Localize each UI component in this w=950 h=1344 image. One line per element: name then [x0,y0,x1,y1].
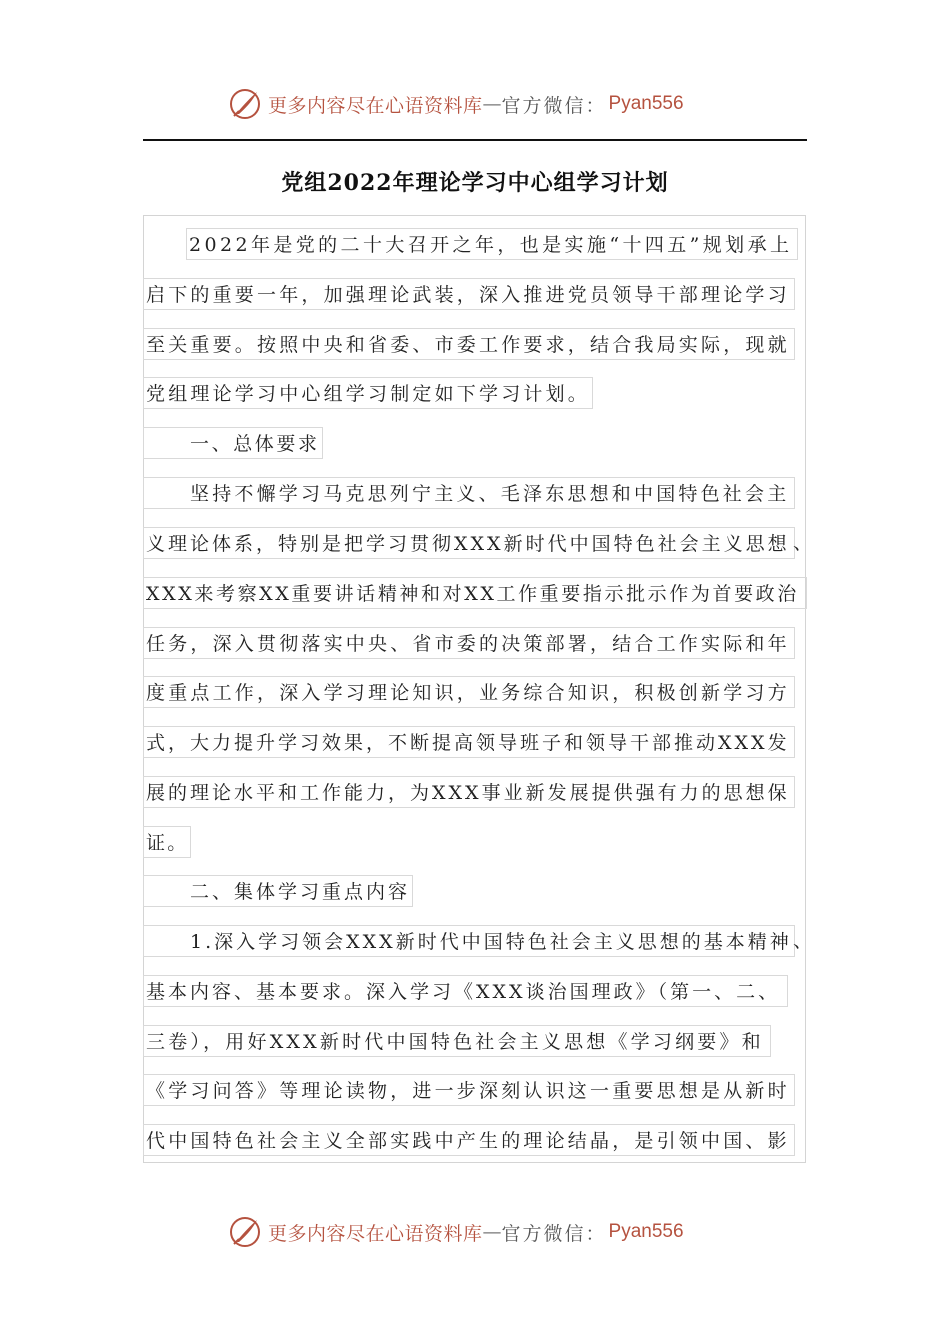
header-watermark-banner [0,84,950,124]
body-line: 度重点工作，深入学习理论知识，业务综合知识，积极创新学习方 [143,676,795,708]
header-divider [143,139,807,141]
body-line: 三卷），用好XXX新时代中国特色社会主义思想《学习纲要》和 [143,1025,771,1057]
watermark-wechat-label: 官方微信： [501,94,607,117]
body-line: 启下的重要一年，加强理论武装，深入推进党员领导干部理论学习 [143,278,795,310]
body-line: 党组理论学习中心组学习制定如下学习计划。 [143,377,593,409]
body-line: XXX来考察XX重要讲话精神和对XX工作重要指示批示作为首要政治 [143,577,807,609]
body-line: 展的理论水平和工作能力，为XXX事业新发展提供强有力的思想保 [143,776,795,808]
body-line: 义理论体系，特别是把学习贯彻XXX新时代中国特色社会主义思想 [143,527,795,559]
body-line: 证。 [143,826,191,858]
watermark-site-text: 更多内容尽在心语资料库 [268,94,483,117]
body-line: 任务，深入贯彻落实中央、省市委的决策部署，结合工作实际和年 [143,627,795,659]
quill-logo-icon [228,87,262,121]
watermark-wechat-id: Pyan556 [608,93,684,114]
watermark-wechat-label: 官方微信： [501,1222,607,1245]
overflow-punctuation: 、 [793,532,816,554]
watermark-dash: — [482,93,502,115]
footer-watermark-banner [0,1212,950,1252]
watermark-dash: — [482,1221,502,1243]
body-line: 至关重要。按照中央和省委、市委工作要求，结合我局实际，现就 [143,328,795,360]
body-line: 2022年是党的二十大召开之年，也是实施“十四五”规划承上 [186,228,798,260]
body-line: 代中国特色社会主义全部实践中产生的理论结晶，是引领中国、影 [143,1124,795,1156]
body-line: 基本内容、基本要求。深入学习《XXX谈治国理政》（第一、二、 [143,975,788,1007]
watermark-wechat-id: Pyan556 [608,1221,684,1242]
body-line: 1.深入学习领会XXX新时代中国特色社会主义思想的基本精神 [143,925,795,957]
overflow-punctuation: 、 [793,930,816,952]
quill-logo-icon [228,1215,262,1249]
section-heading: 一、总体要求 [143,427,323,459]
body-line: 坚持不懈学习马克思列宁主义、毛泽东思想和中国特色社会主 [143,477,795,509]
section-heading: 二、集体学习重点内容 [143,875,413,907]
body-line: 式，大力提升学习效果，不断提高领导班子和领导干部推动XXX发 [143,726,795,758]
body-line: 《学习问答》等理论读物，进一步深刻认识这一重要思想是从新时 [143,1074,795,1106]
document-title: 党组2022年理论学习中心组学习计划 [281,170,669,196]
watermark-site-text: 更多内容尽在心语资料库 [268,1222,483,1245]
